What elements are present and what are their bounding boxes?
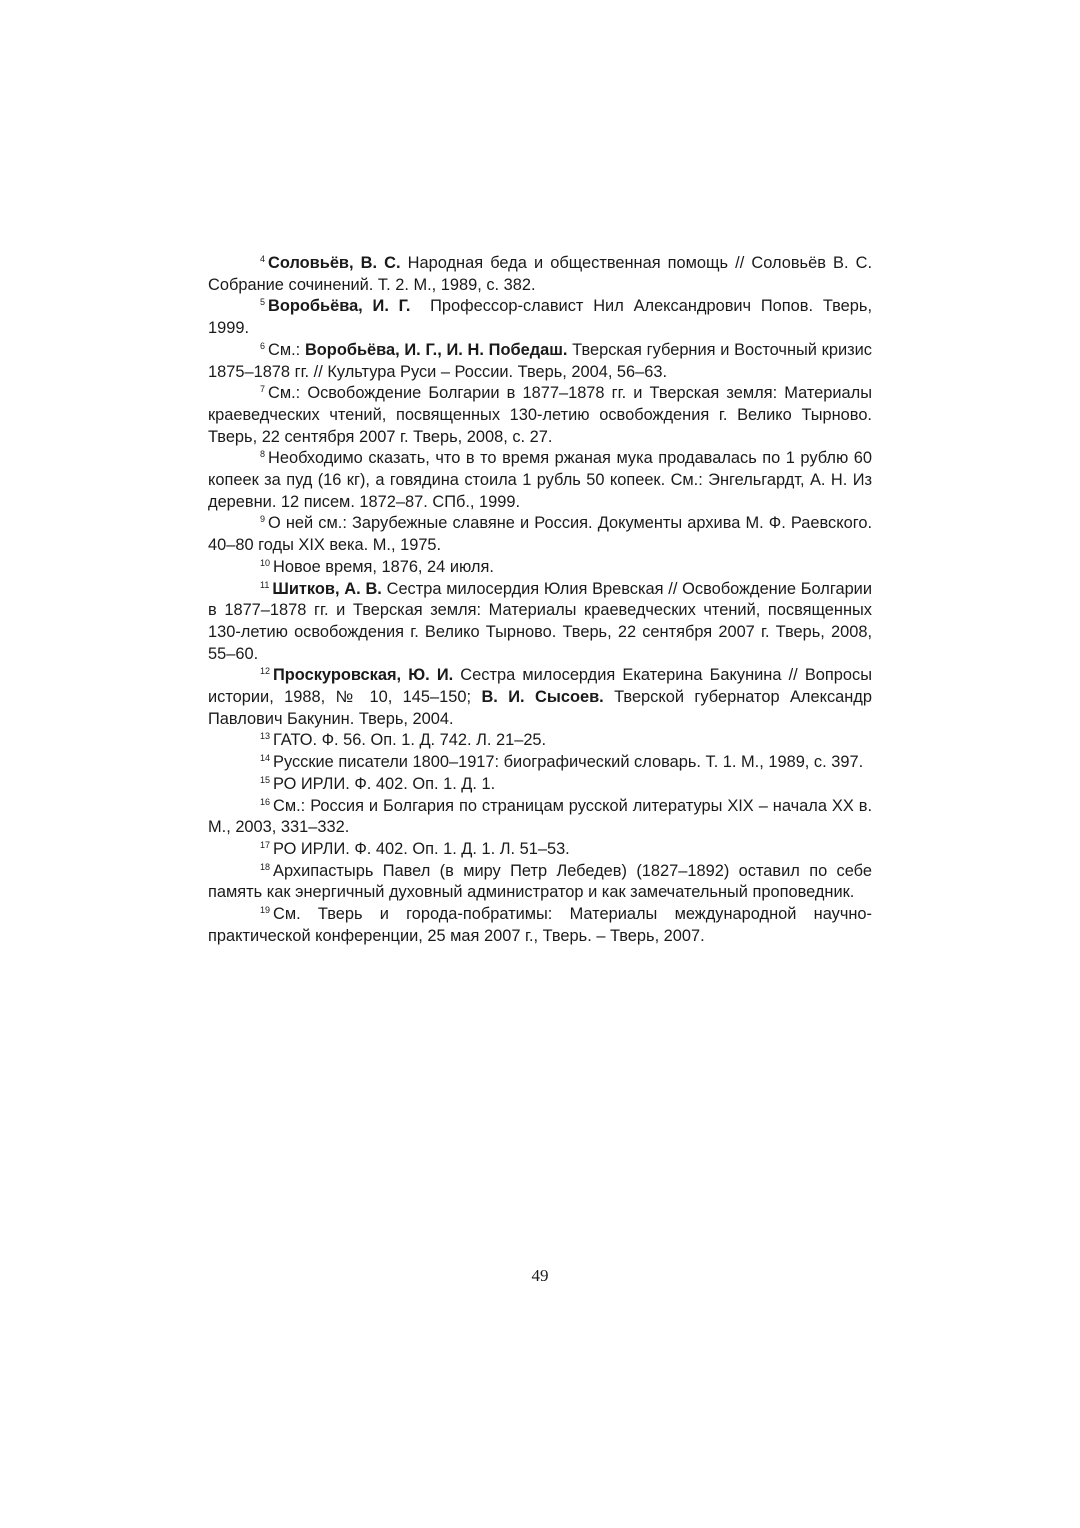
footnote-17 [208, 839, 872, 861]
footnote-text: Тверской губернатор Александр Павлович Бакунин. Тверь, 2004. [208, 688, 872, 728]
footnotes-block [208, 253, 877, 948]
footnote-text: См.: Освобождение Болгарии в 1877–1878 гг. и Тверская земля: Материалы краеведческих чтений, посвященных 130-летию освобождения г. Велико Тырново. Тверь, 22 сентября 2007 г. Тверь, 2008, с. 27. [208, 384, 872, 446]
footnote-18 [208, 861, 872, 904]
footnote-number: 7 [260, 384, 266, 395]
footnote-author: Соловьёв, В. С. [268, 254, 401, 272]
footnote-12 [208, 665, 872, 730]
footnote-text: См.: [268, 340, 305, 359]
footnote-9 [208, 513, 872, 556]
footnote-text: Архипастырь Павел (в миру Петр Лебедев) (1827–1892) оставил по себе память как энергичный духовный администратор и как замечательный проповедник. [208, 861, 872, 902]
footnote-number: 10 [260, 557, 271, 568]
footnote-13 [208, 730, 872, 752]
footnote-number: 17 [260, 839, 271, 850]
footnote-number: 9 [260, 514, 266, 525]
footnote-number: 13 [260, 731, 271, 742]
footnote-number: 19 [260, 905, 271, 916]
footnote-text: Необходимо сказать, что в то время ржаная мука продавалась по 1 рублю 60 копеек за пуд (16 кг), а говядина стоила 1 рубль 50 копеек. См.: Энгельгардт, А. Н. Из деревни. 12 писем. 1872–87. СПб., 1999. [208, 449, 872, 511]
footnote-number: 12 [260, 666, 271, 677]
footnote-text: Русские писатели 1800–1917: биографический словарь. Т. 1. М., 1989, с. 397. [273, 753, 864, 772]
footnote-number: 8 [260, 449, 266, 460]
footnote-text: См. Тверь и города-побратимы: Материалы международной научно-практической конференции, 25 мая 2007 г., Тверь. – Тверь, 2007. [208, 905, 872, 945]
footnote-10 [208, 557, 872, 579]
footnote-text: Сестра милосердия Юлия Вревская // Освобождение Болгарии в 1877–1878 гг. и Тверская земля: Материалы краеведческих чтений, посвященных 130-летию освобождения г. Велико Тырново. Тверь, 22 сентября 2007 г. Тверь, 2008, 55–60. [208, 579, 872, 663]
footnote-16 [208, 796, 872, 839]
footnote-15 [208, 774, 872, 796]
footnote-author: В. И. Сысоев. [481, 688, 604, 707]
footnote-author: Воробьёва, И. Г. [268, 297, 411, 316]
footnote-text: РО ИРЛИ. Ф. 402. Оп. 1. Д. 1. Л. 51–53. [273, 839, 570, 858]
footnote-19 [208, 904, 872, 947]
footnote-text: Сестра милосердия Екатерина Бакунина // Вопросы истории, 1988, № 10, 145–150; [208, 666, 872, 707]
footnote-11 [208, 579, 872, 666]
footnote-number: 18 [260, 861, 271, 872]
footnote-author: Проскуровская, Ю. И. [273, 666, 454, 685]
footnote-4 [208, 253, 872, 296]
footnote-author: Воробьёва, И. Г., И. Н. Победаш. [304, 340, 568, 359]
footnote-text: ГАТО. Ф. 56. Оп. 1. Д. 742. Л. 21–25. [273, 731, 547, 750]
footnote-6 [208, 340, 872, 383]
footnote-text: См.: Россия и Болгария по страницам русской литературы XIX – начала XX в. М., 2003, 331–332. [208, 796, 872, 837]
footnote-author: Шитков, А. В. [272, 579, 382, 598]
footnote-text: Профессор-славист Нил Александрович Попов. Тверь, 1999. [208, 297, 877, 338]
footnote-text: О ней см.: Зарубежные славяне и Россия. Документы архива М. Ф. Раевского. 40–80 годы XIX века. М., 1975. [208, 514, 872, 555]
footnote-number: 15 [260, 774, 271, 785]
footnote-number: 4 [260, 254, 266, 264]
page-number: 49 [531, 1266, 549, 1285]
footnote-number: 16 [260, 796, 271, 807]
footnote-number: 5 [260, 297, 266, 308]
footnote-number: 6 [260, 340, 266, 351]
footnote-text: Новое время, 1876, 24 июля. [273, 557, 494, 576]
footnote-text: Тверская губерния и Восточный кризис 1875–1878 гг. // Культура Руси – России. Тверь, 2004, 56–63. [208, 340, 872, 381]
footnote-5 [208, 296, 877, 339]
footnote-number: 14 [260, 753, 271, 764]
footnote-text: РО ИРЛИ. Ф. 402. Оп. 1. Д. 1. [273, 774, 496, 793]
footnote-text: Народная беда и общественная помощь // Соловьёв В. С. Собрание сочинений. Т. 2. М., 1989, с. 382. [208, 254, 872, 294]
footnote-14 [208, 752, 872, 774]
footnote-7 [208, 383, 872, 448]
footnote-8 [208, 448, 872, 513]
footnote-number: 11 [260, 579, 270, 590]
